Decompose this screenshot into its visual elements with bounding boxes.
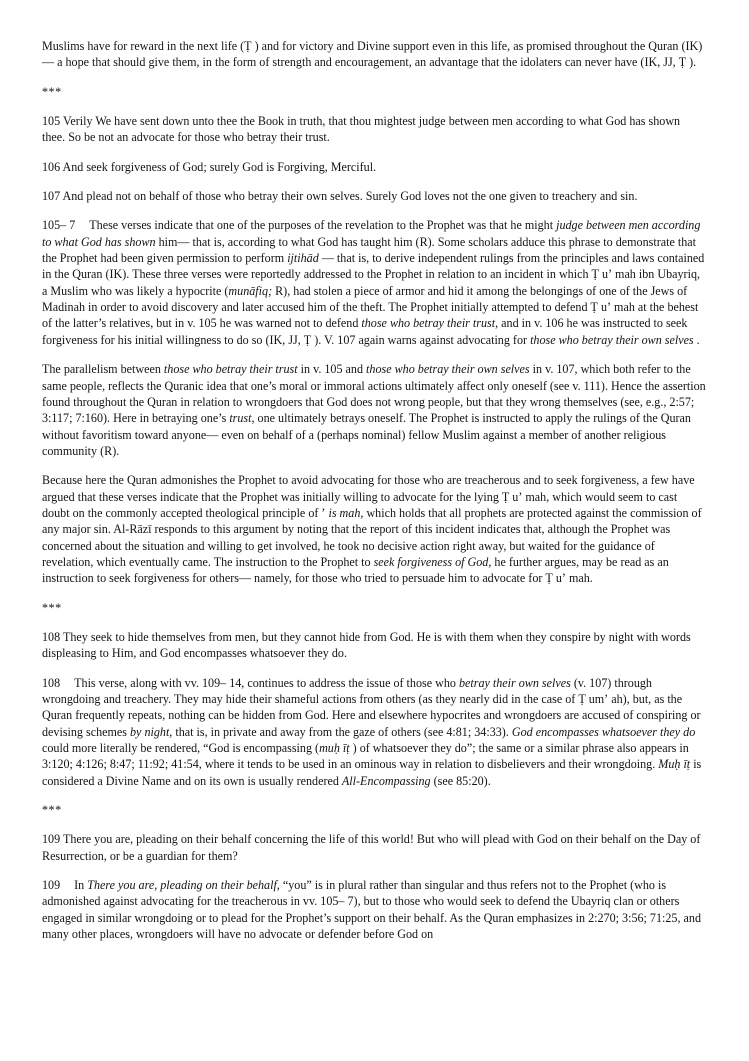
commentary-paragraph <box>42 38 706 71</box>
text-run: And seek forgiveness of God; surely God is Forgiving, Merciful. <box>62 159 377 174</box>
text-run: in v. 107, which both refer to the same people, reflects the Quranic idea that one’s moral or immoral actions ultimately affect only oneself (see v. 111). Hence the assertion found throughout the Quran in relation to wrongdoers that God does not wrong people, but that they wrong themselves (see, e.g., 2:57; 3:117; 7:160). Here in betraying one’s <box>42 362 706 426</box>
text-run: 105– 7 <box>42 218 76 233</box>
text-run: They seek to hide themselves from men, but they cannot hide from God. He is with them when they conspire by night with words displeasing to Him, and God encompasses whatsoever they do. <box>42 629 691 661</box>
text-run: one ultimately betrays oneself. The Prophet is instructed to apply the rulings of the Quran without favoritism toward anyone— even on behalf of a (perhaps nominal) fellow Muslim against a member of another religious community (R). <box>42 411 691 458</box>
verse-paragraph <box>42 188 706 204</box>
text-run <box>60 877 74 893</box>
commentary-paragraph <box>42 675 706 789</box>
italic-run: ijtihād <box>287 251 319 266</box>
text-run: 106 <box>42 159 63 174</box>
text-run: (v. 107) through wrongdoing and treachery. They may hide their shameful actions from others (as they nearly did in the case of Ṭ umʼ ah), but, as the Quran frequently repeats, nothing can be hidden from God. Here and elsewhere hypocrites and wrongdoers are accused of conspiring or devising schemes <box>42 675 701 739</box>
text-run: and in v. 106 he was instructed to seek forgiveness for his initial willingness to do so (IK, JJ, Ṭ ). V. 107 again warns against advocating for <box>42 316 688 347</box>
text-run: The parallelism between <box>42 362 164 377</box>
italic-run: those who betray their trust <box>163 362 298 377</box>
commentary-paragraph <box>42 877 706 942</box>
text-run: *** <box>42 803 62 818</box>
text-run: (see 85:20). <box>430 773 491 788</box>
text-run: 105 <box>42 114 63 129</box>
text-run: 108 <box>42 629 63 644</box>
text-run: that is, in private and away from the gaze of others (see 4:81; 34:33). <box>172 724 512 739</box>
commentary-paragraph <box>42 217 706 348</box>
text-run: 108 <box>42 675 61 690</box>
text-run: These verses indicate that one of the purposes of the revelation to the Prophet was that he might <box>89 218 557 233</box>
italic-run: God encompasses whatsoever they do <box>511 724 696 739</box>
text-run: — that is, to derive independent rulings from the principles and laws contained in the Quran (IK). These three verses were reportedly addressed to the Prophet in relation to an incident in which Ṭ uʼ mah ibn Ubayriq, a Muslim who was likely a hypocrite ( <box>42 251 705 298</box>
verse-paragraph <box>42 629 706 662</box>
text-run: R), had stolen a piece of armor and hid it among the belongings of one of the Jews of Madinah in order to avoid discovery and later accused him of the theft. The Prophet initially attempted to defend Ṭ uʼ mah at the behest of the latter’s relatives, but in v. 105 he was warned not to defend <box>42 283 699 331</box>
section-separator <box>42 600 706 616</box>
text-run: 107 <box>42 189 63 204</box>
text-run: 109 <box>42 878 61 893</box>
italic-run: those who betray their trust, <box>361 316 499 331</box>
text-run: *** <box>42 600 62 615</box>
text-run: In <box>74 878 88 893</box>
italic-run: muḥ īṭ <box>319 741 350 756</box>
italic-run: is mah, <box>328 505 364 520</box>
italic-run: munāfiq; <box>228 283 273 298</box>
text-run: “you” is in plural rather than singular and thus refers not to the Prophet (who is admonished against advocating for the treacherous in vv. 105– 7), but to those who would seek to defend the Ubayriq clan or others engaged in similar wrongdoing or to plead for the Prophet’s support on their behalf. As the Quran emphasizes in 2:270; 3:56; 71:25, and many other places, wrongdoers will have no advocate or defender before God on <box>42 878 701 942</box>
verse-paragraph <box>42 831 706 864</box>
text-run: which holds that all prophets are protected against the commission of any major sin. Al-Rāzī responds to this argument by noting that the report of this incident indicates that, although the Prophet was concerned about the situation and willing to get involved, he took no decisive action right away, but waited for the guidance of revelation, which eventually came. The instruction to the Prophet to <box>42 505 702 569</box>
text-run: ) of whatsoever they do”; the same or a similar phrase also appears in 3:120; 4:126; 8:47; 11:92; 41:54, where it tends to be used in an ominous way in relation to disbelievers and their wrongdoing. <box>42 741 689 772</box>
italic-run: those who betray their own selves <box>366 362 530 377</box>
text-run: *** <box>42 84 62 99</box>
text-column <box>42 38 706 942</box>
italic-run: There you are, pleading on their behalf, <box>87 878 280 893</box>
text-run: There you are, pleading on their behalf concerning the life of this world! But who will plead with God on their behalf on the Day of Resurrection, or be a guardian for them? <box>42 832 701 863</box>
text-run: him— that is, according to what God has taught him (R). Some scholars adduce this phrase to demonstrate that the Prophet had been given permission to perform <box>42 234 696 266</box>
italic-run: All-Encompassing <box>341 773 431 788</box>
italic-run: Muḥ īṭ <box>658 757 691 772</box>
italic-run: seek forgiveness of God, <box>373 554 492 569</box>
text-run: This verse, along with vv. 109– 14, continues to address the issue of those who <box>74 675 459 690</box>
text-run: in v. 105 and <box>297 362 367 377</box>
text-run: And plead not on behalf of those who betray their own selves. Surely God loves not the one given to treachery and sin. <box>62 189 638 204</box>
text-run <box>60 675 74 691</box>
text-run: . <box>693 332 700 347</box>
commentary-paragraph <box>42 361 706 459</box>
verse-paragraph <box>42 113 706 146</box>
verse-paragraph <box>42 159 706 175</box>
italic-run: trust, <box>229 411 255 426</box>
italic-run: those who betray their own selves <box>530 332 694 347</box>
text-run <box>75 217 89 233</box>
text-run: 109 <box>42 832 63 847</box>
text-run: Muslims have for reward in the next life (Ṭ ) and for victory and Divine support even in this life, as promised throughout the Quran (IK)— a hope that should give them, in the form of strength and encouragement, an advantage that the idolaters can never have (IK, JJ, Ṭ ). <box>42 39 703 70</box>
text-run: Verily We have sent down unto thee the Book in truth, that thou mightest judge between men according to what God has shown thee. So be not an advocate for those who betray their trust. <box>42 114 681 145</box>
italic-run: judge between men according to what God has shown <box>42 218 701 249</box>
commentary-paragraph <box>42 472 706 586</box>
italic-run: betray their own selves <box>458 675 571 690</box>
italic-run: by night, <box>130 724 173 739</box>
text-run: Because here the Quran admonishes the Prophet to avoid advocating for those who are treacherous and to seek forgiveness, a few have argued that these verses indicate that the Prophet was initially willing to advocate for the lying Ṭ uʼ mah, which would seem to cast doubt on the commonly accepted theological principle of ʼ <box>42 473 695 520</box>
text-run: is considered a Divine Name and on its own is usually rendered <box>42 757 702 788</box>
section-separator <box>42 802 706 818</box>
text-run: could more literally be rendered, “God is encompassing ( <box>42 741 320 756</box>
section-separator <box>42 84 706 100</box>
text-run: he further argues, may be read as an instruction to seek forgiveness for others— namely, for those who tried to persuade him to advocate for Ṭ uʼ mah. <box>42 554 669 586</box>
